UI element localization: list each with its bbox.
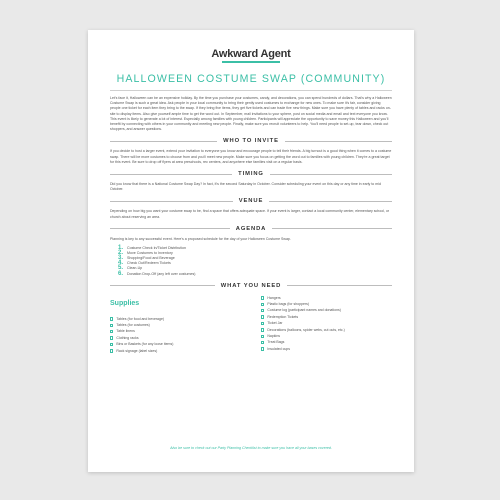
checkbox-icon	[261, 303, 264, 306]
checklist-text: Clothing racks	[116, 335, 139, 340]
checklist-text: Insulated cups	[267, 346, 290, 351]
divider	[110, 285, 215, 286]
supplies-title: Supplies	[110, 299, 140, 307]
checkbox-icon	[261, 347, 264, 350]
timing-paragraph: Did you know that there is a National Costume Swap Day? In fact, it's the second Saturday in October. Consider scheduling your event on this day or any time in early to mid October.	[110, 182, 381, 192]
supplies-list-right	[261, 295, 392, 353]
divider	[110, 141, 217, 142]
section-label: TIMING	[238, 171, 264, 178]
checkbox-icon	[261, 335, 264, 338]
checklist-text: Plastic bags (for shoppers)	[267, 302, 310, 307]
section-heading-who	[110, 138, 392, 144]
who-paragraph: If you decide to host a larger event, extend your invitation to everyone you know and encourage people to tell their friends. A big turnout is a good thing when it comes to a costume swap. There will be more costumes to choose from and you'll meet new people. Make sure you focus on getting the word out to families with young children. They're a great target for this event. Be sure to drop off flyers at area preschools, rec centers, and anywhere else families visit on a regular basis.	[110, 149, 392, 164]
section-label: WHAT YOU NEED	[220, 282, 282, 289]
divider	[287, 285, 392, 286]
divider	[285, 141, 392, 142]
agenda-text: Move Costumes to Inventory	[127, 251, 173, 256]
divider	[110, 228, 230, 229]
checklist-item	[110, 348, 251, 354]
checklist-text: Tables (for food and beverage)	[116, 316, 165, 321]
agenda-text: Check Out/Redeem Tickets	[127, 261, 171, 266]
checkbox-icon	[110, 324, 113, 327]
supplies-list-left	[110, 316, 251, 354]
divider	[269, 201, 392, 202]
checklist-text: Treat Bags	[267, 340, 285, 345]
section-heading-venue	[110, 198, 392, 204]
checkbox-icon	[261, 315, 264, 318]
venue-paragraph: Depending on how big you want your costume swap to be, find a space that offers adequate space. If your event is larger, contact a local community center, elementary school, or church about reserving an area.	[110, 209, 390, 219]
intro-paragraph: Let's face it, Halloween can be an expensive holiday. By the time you purchase your costumes, candy, and decorations, you can spend hundreds of dollars. That's why a Halloween Costume Swap is such a great idea. Ask people in your local community to bring their gently used costumes to exchange for new ones. To make sure it's fair, consider giving people one ticket for each item they bring to the swap. If they bring five items, they get five tickets and can trade five new things. Make sure you have plenty of tables and racks on-site to display items. Also give yourself ample time to get the word out. In September, mail invitations to your sphere, post on social media and email and text everyone you know. This event is likely to generate a lot of interest. Especially among families with young children. Participants will appreciate the opportunity to save money this Halloween and you'll benefit by connecting with others in your community and meeting new people. Finally, make sure you recruit volunteers to help. You'll need people to set-up, tear down, check out shoppers, and answer questions.	[110, 96, 392, 132]
checklist-text: Costume log (participant names and donations)	[267, 308, 341, 313]
checkbox-icon	[261, 341, 264, 344]
checkbox-icon	[261, 296, 264, 299]
checkbox-icon	[261, 328, 264, 331]
checkbox-icon	[261, 309, 264, 312]
agenda-text: Shopping/Food and Beverage	[127, 256, 175, 261]
divider	[110, 174, 232, 175]
divider	[110, 201, 233, 202]
supplies-right-column	[251, 294, 392, 354]
checkbox-icon	[110, 349, 113, 352]
checklist-text: Rack signage (label sizes)	[116, 348, 158, 353]
checklist-text: Redemption Tickets	[267, 314, 299, 319]
checkbox-icon	[110, 336, 113, 339]
agenda-list	[110, 246, 392, 277]
supplies-left-column	[110, 294, 251, 354]
document-page	[88, 30, 414, 472]
agenda-text: Costume Check In/Ticket Distribution	[127, 246, 186, 251]
agenda-item	[118, 272, 392, 277]
supplies-section	[110, 294, 392, 354]
checklist-text: Napkins	[267, 334, 281, 339]
section-heading-timing	[110, 171, 392, 177]
checkbox-icon	[261, 322, 264, 325]
checklist-text: Ticket Jar	[267, 321, 283, 326]
agenda-number: 3.	[118, 255, 124, 262]
brand-word-1: Awkward	[211, 48, 259, 60]
divider	[270, 174, 392, 175]
footer-note: Also be sure to check out our Party Planning Checklist to make sure you have all your bases covered.	[170, 446, 332, 450]
brand-word-2: Agent	[260, 48, 291, 60]
agenda-number: 4.	[118, 260, 124, 267]
checklist-text: Table linens	[116, 329, 135, 334]
checkbox-icon	[110, 330, 113, 333]
section-label: WHO TO INVITE	[223, 138, 279, 145]
agenda-paragraph: Planning is key to any successful event. Here's a proposed schedule for the day of your Halloween Costume Swap.	[110, 236, 291, 241]
title-divider	[110, 90, 392, 91]
section-label: AGENDA	[235, 225, 267, 232]
agenda-text: Donation Drop-Off (any left over costumes)	[127, 271, 196, 276]
page-title: HALLOWEEN COSTUME SWAP (COMMUNITY)	[116, 73, 386, 85]
checklist-text: Tables (for costumes)	[116, 323, 150, 328]
agenda-number: 2.	[118, 250, 124, 257]
checklist-text: Bins or Baskets (for any loose items)	[116, 342, 174, 347]
checkbox-icon	[110, 317, 113, 320]
brand-logo	[110, 48, 392, 60]
agenda-text: Clean-Up	[127, 266, 143, 271]
logo-underline	[222, 61, 280, 63]
checkbox-icon	[110, 343, 113, 346]
agenda-number: 5.	[118, 265, 124, 272]
agenda-number: 6.	[118, 270, 124, 277]
checklist-text: Decorations (balloons, spider webs, cut outs, etc.)	[267, 327, 345, 332]
section-label: VENUE	[238, 198, 264, 205]
checklist-text: Hangers	[267, 295, 281, 300]
divider	[272, 228, 392, 229]
agenda-number: 1.	[118, 245, 124, 252]
checklist-item	[261, 346, 392, 352]
section-heading-need	[110, 283, 392, 289]
section-heading-agenda	[110, 226, 392, 232]
